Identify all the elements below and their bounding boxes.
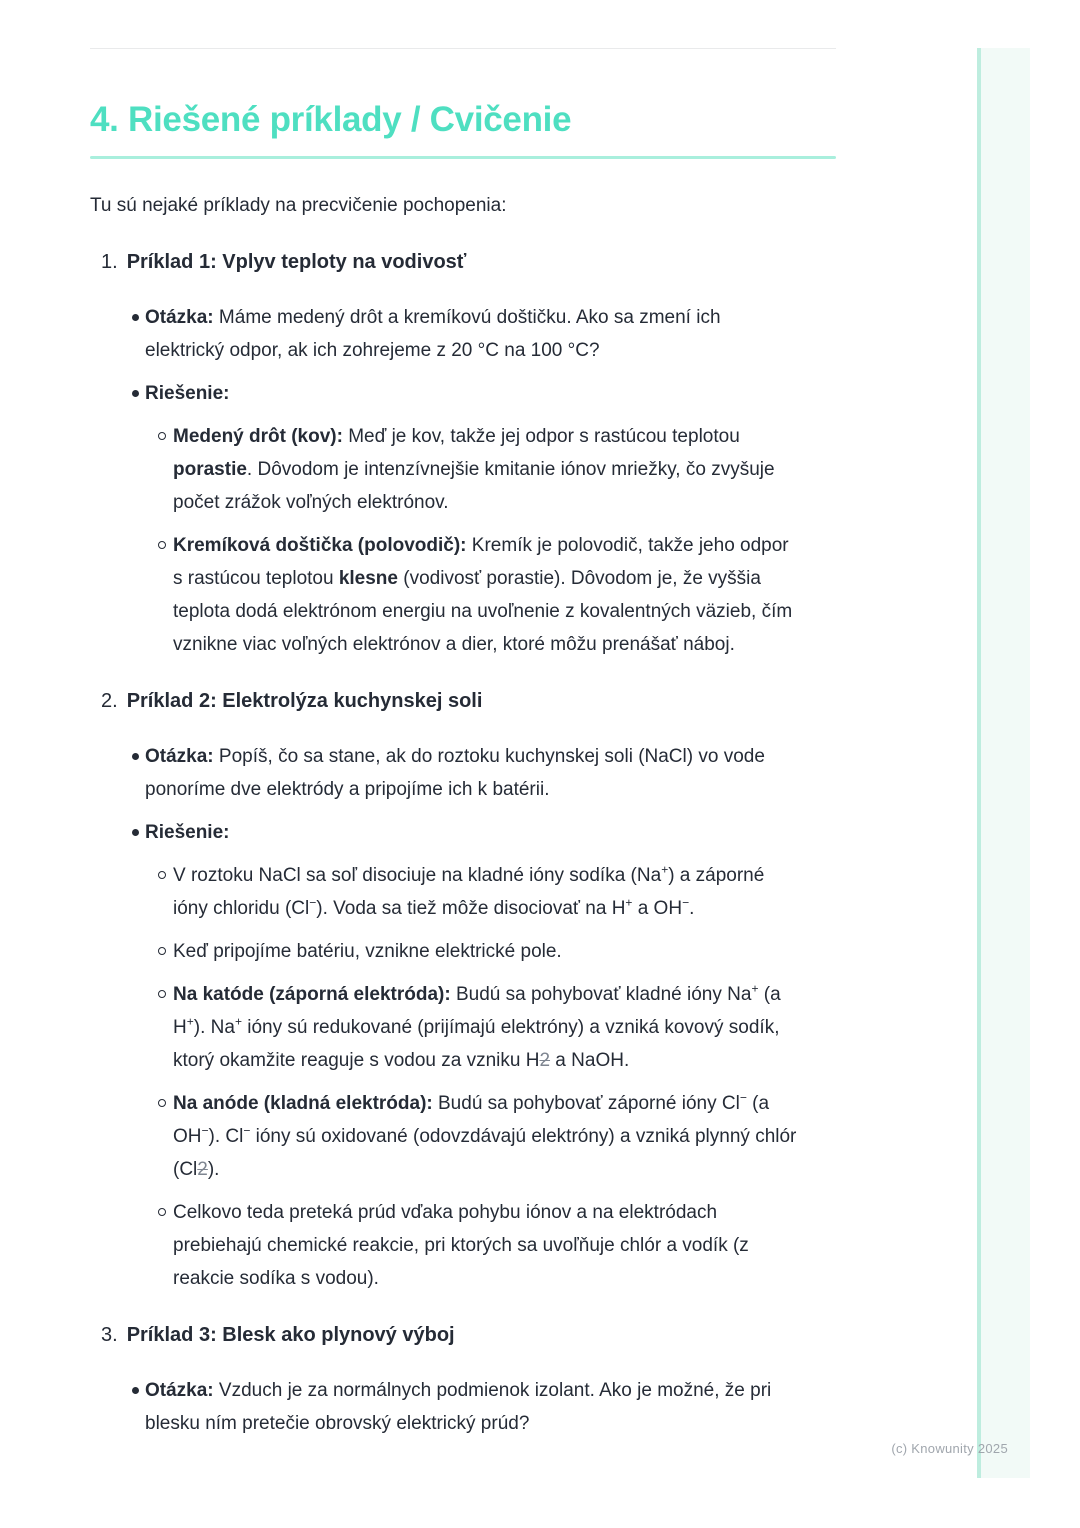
list-subitem (90, 859, 803, 925)
list-item-question (90, 301, 785, 367)
example-title: Príklad 1: Vplyv teploty na vodivosť (126, 251, 467, 273)
list-subitem (90, 1087, 803, 1186)
bullet-circle-icon (158, 541, 166, 549)
list-subitem (90, 529, 803, 661)
bullet-disc-icon (132, 1387, 139, 1394)
example-1 (90, 246, 836, 661)
title-underline (90, 156, 836, 159)
list-item-text: Otázka: Vzduch je za normálnych podmienok izolant. Ako je možné, že pri blesku ním pretečie obrovský elektrický prúd? (145, 1380, 772, 1434)
list-item-text: Na anóde (kladná elektróda): Budú sa pohybovať záporné ióny Cl− (a OH−). Cl− ióny sú oxidované (odovzdávajú elektróny) a vzniká plynný chlór (Cl2). (173, 1090, 797, 1180)
list-item-text: Na katóde (záporná elektróda): Budú sa pohybovať kladné ióny Na+ (a H+). Na+ ióny sú redukované (prijímajú elektróny) a vzniká kovový sodík, ktorý okamžite reaguje s vodou za vzniku H2 a NaOH. (173, 981, 781, 1071)
list-item-text: Riešenie: (145, 822, 230, 843)
example-title: Príklad 2: Elektrolýza kuchynskej soli (126, 690, 483, 712)
example-3 (90, 1319, 836, 1440)
example-2 (90, 685, 836, 1295)
bullet-disc-icon (132, 829, 139, 836)
list-item-solution (90, 377, 785, 410)
bullet-circle-icon (158, 871, 166, 879)
list-item-text: V roztoku NaCl sa soľ disociuje na kladné ióny sodíka (Na+) a záporné ióny chloridu (Cl−). Voda sa tiež môže disociovať na H+ a OH−. (173, 862, 765, 919)
page-title: 4. Riešené príklady / Cvičenie (90, 100, 572, 139)
example-number: 3. (101, 1324, 118, 1346)
copyright-note: (c) Knowunity 2025 (891, 1441, 1008, 1456)
list-subitem (90, 420, 803, 519)
list-item-text: Medený drôt (kov): Meď je kov, takže jej odpor s rastúcou teplotou porastie. Dôvodom je intenzívnejšie kmitanie iónov mriežky, čo zvyšuje počet zrážok voľných elektrónov. (173, 426, 775, 513)
bullet-disc-icon (132, 390, 139, 397)
example-title: Príklad 3: Blesk ako plynový výboj (126, 1324, 455, 1346)
list-item-text: Otázka: Popíš, čo sa stane, ak do roztoku kuchynskej soli (NaCl) vo vode ponoríme dve elektródy a pripojíme ich k batérii. (145, 746, 765, 800)
bullet-circle-icon (158, 947, 166, 955)
example-number: 2. (101, 690, 118, 712)
list-item-question (90, 1374, 785, 1440)
intro-text: Tu sú nejaké príklady na precvičenie pochopenia: (90, 195, 507, 216)
list-subitem (90, 1196, 803, 1295)
example-number: 1. (101, 251, 118, 273)
list-item-text: Keď pripojíme batériu, vznikne elektrické pole. (173, 941, 562, 962)
side-accent-strip (977, 48, 1030, 1478)
content-column (90, 0, 836, 1440)
example-1-heading (90, 246, 836, 279)
list-subitem (90, 978, 803, 1077)
list-subitem (90, 935, 803, 968)
list-item-text: Otázka: Máme medený drôt a kremíkovú doštičku. Ako sa zmení ich elektrický odpor, ak ich zohrejeme z 20 °C na 100 °C? (145, 307, 721, 361)
bullet-circle-icon (158, 432, 166, 440)
bullet-circle-icon (158, 990, 166, 998)
bullet-circle-icon (158, 1208, 166, 1216)
example-2-heading (90, 685, 836, 718)
bullet-disc-icon (132, 753, 139, 760)
list-item-solution (90, 816, 785, 849)
list-item-question (90, 740, 785, 806)
list-item-text: Kremíková doštička (polovodič): Kremík je polovodič, takže jeho odpor s rastúcou teplotou klesne (vodivosť porastie). Dôvodom je, že vyššia teplota dodá elektrónom energiu na uvoľnenie z kovalentných väzieb, čím vznikne viac voľných elektrónov a dier, ktoré môžu prenášať náboj. (173, 535, 793, 655)
bullet-circle-icon (158, 1099, 166, 1107)
list-item-text: Riešenie: (145, 383, 230, 404)
list-item-text: Celkovo teda preteká prúd vďaka pohybu iónov a na elektródach prebiehajú chemické reakcie, pri ktorých sa uvoľňuje chlór a vodík (z reakcie sodíka s vodou). (173, 1202, 749, 1289)
example-3-heading (90, 1319, 836, 1352)
bullet-disc-icon (132, 314, 139, 321)
